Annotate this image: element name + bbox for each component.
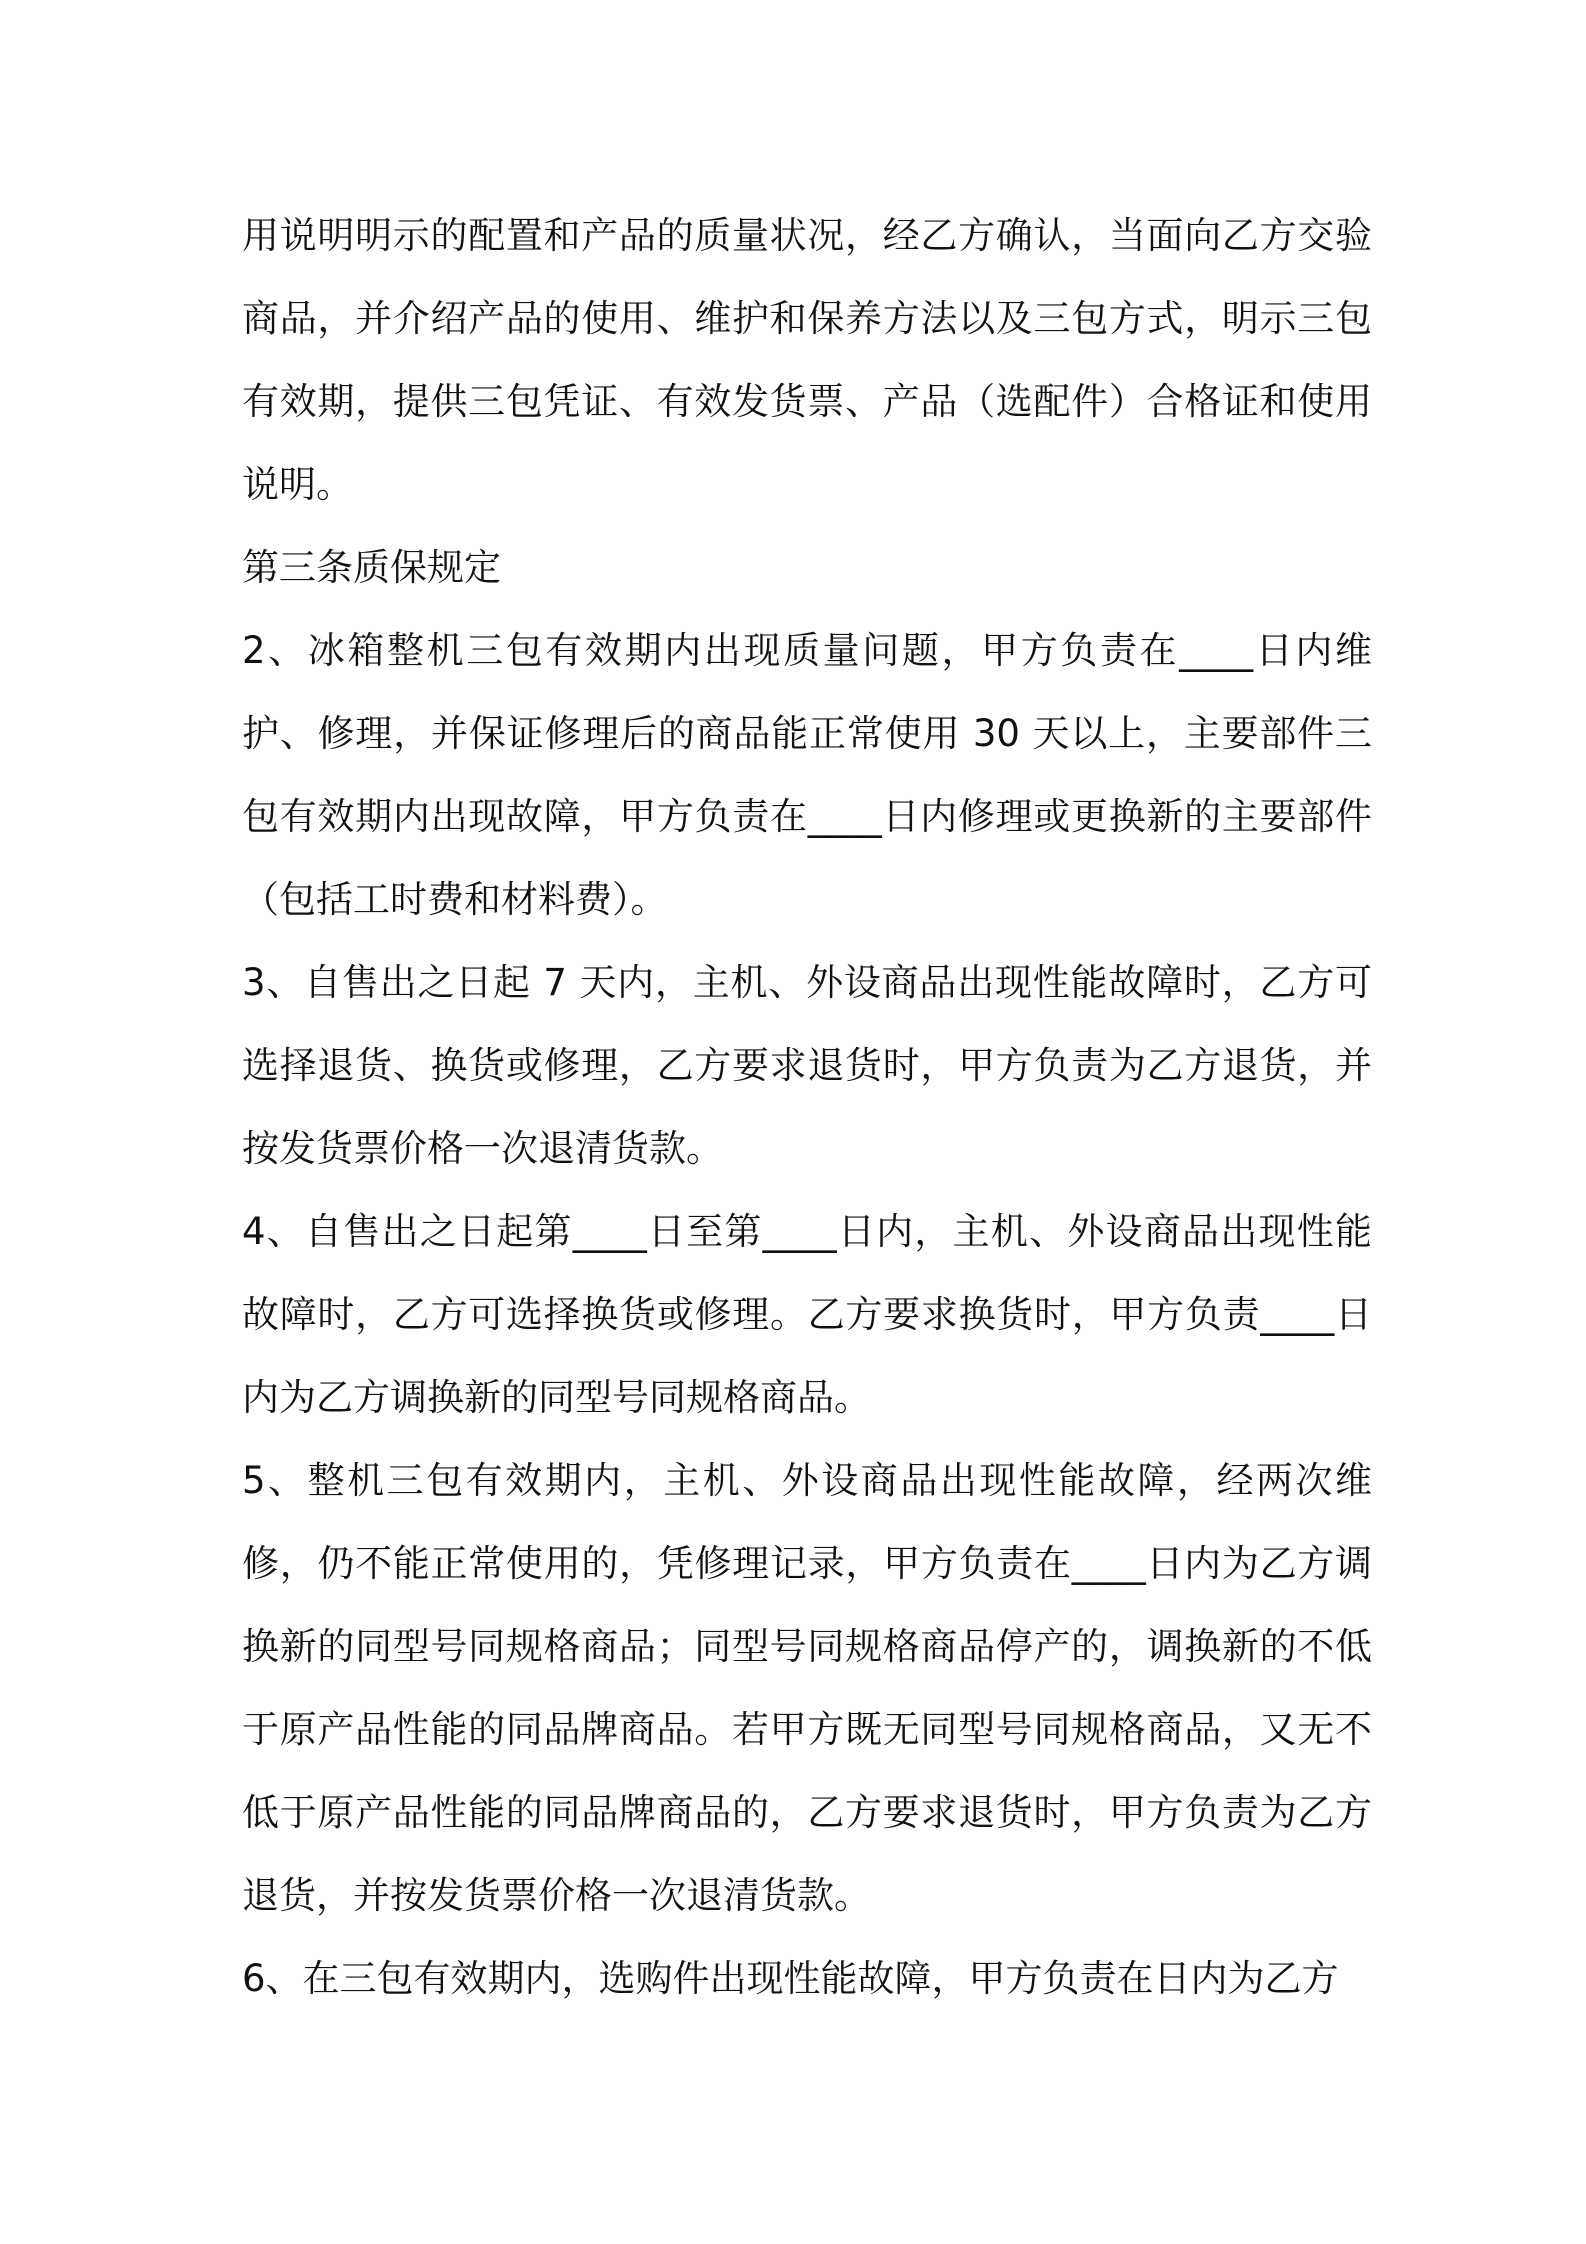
clause-3: 3、自售出之日起 7 天内，主机、外设商品出现性能故障时，乙方可选择退货、换货或修理，乙方要求退货时，甲方负责为乙方退货，并按发货票价格一次退清货款。 (242, 961, 1372, 1170)
clause-2: 2、冰箱整机三包有效期内出现质量问题，甲方负责在____日内维护、修理，并保证修理后的商品能正常使用 30 天以上，主要部件三包有效期内出现故障，甲方负责在____日内修理或更换新的主要部件（包括工时费和材料费）。 (242, 629, 1372, 921)
clause-5: 5、整机三包有效期内，主机、外设商品出现性能故障，经两次维修，仍不能正常使用的，凭修理记录，甲方负责在____日内为乙方调换新的同型号同规格商品；同型号同规格商品停产的，调换新的不低于原产品性能的同品牌商品。若甲方既无同型号同规格商品，又无不低于原产品性能的同品牌商品的，乙方要求退货时，甲方负责为乙方退货，并按发货票价格一次退清货款。 (242, 1459, 1372, 1917)
section-heading: 第三条质保规定 (242, 546, 501, 589)
clause-4: 4、自售出之日起第____日至第____日内，主机、外设商品出现性能故障时，乙方可选择换货或修理。乙方要求换货时，甲方负责____日内为乙方调换新的同型号同规格商品。 (242, 1210, 1372, 1419)
paragraph-inspection: 用说明明示的配置和产品的质量状况，经乙方确认，当面向乙方交验商品，并介绍产品的使用、维护和保养方法以及三包方式，明示三包有效期，提供三包凭证、有效发货票、产品（选配件）合格证和使用说明。 (242, 214, 1372, 506)
clause-6: 6、在三包有效期内，选购件出现性能故障，甲方负责在日内为乙方 (242, 1957, 1339, 2000)
document-body (242, 194, 1372, 2020)
